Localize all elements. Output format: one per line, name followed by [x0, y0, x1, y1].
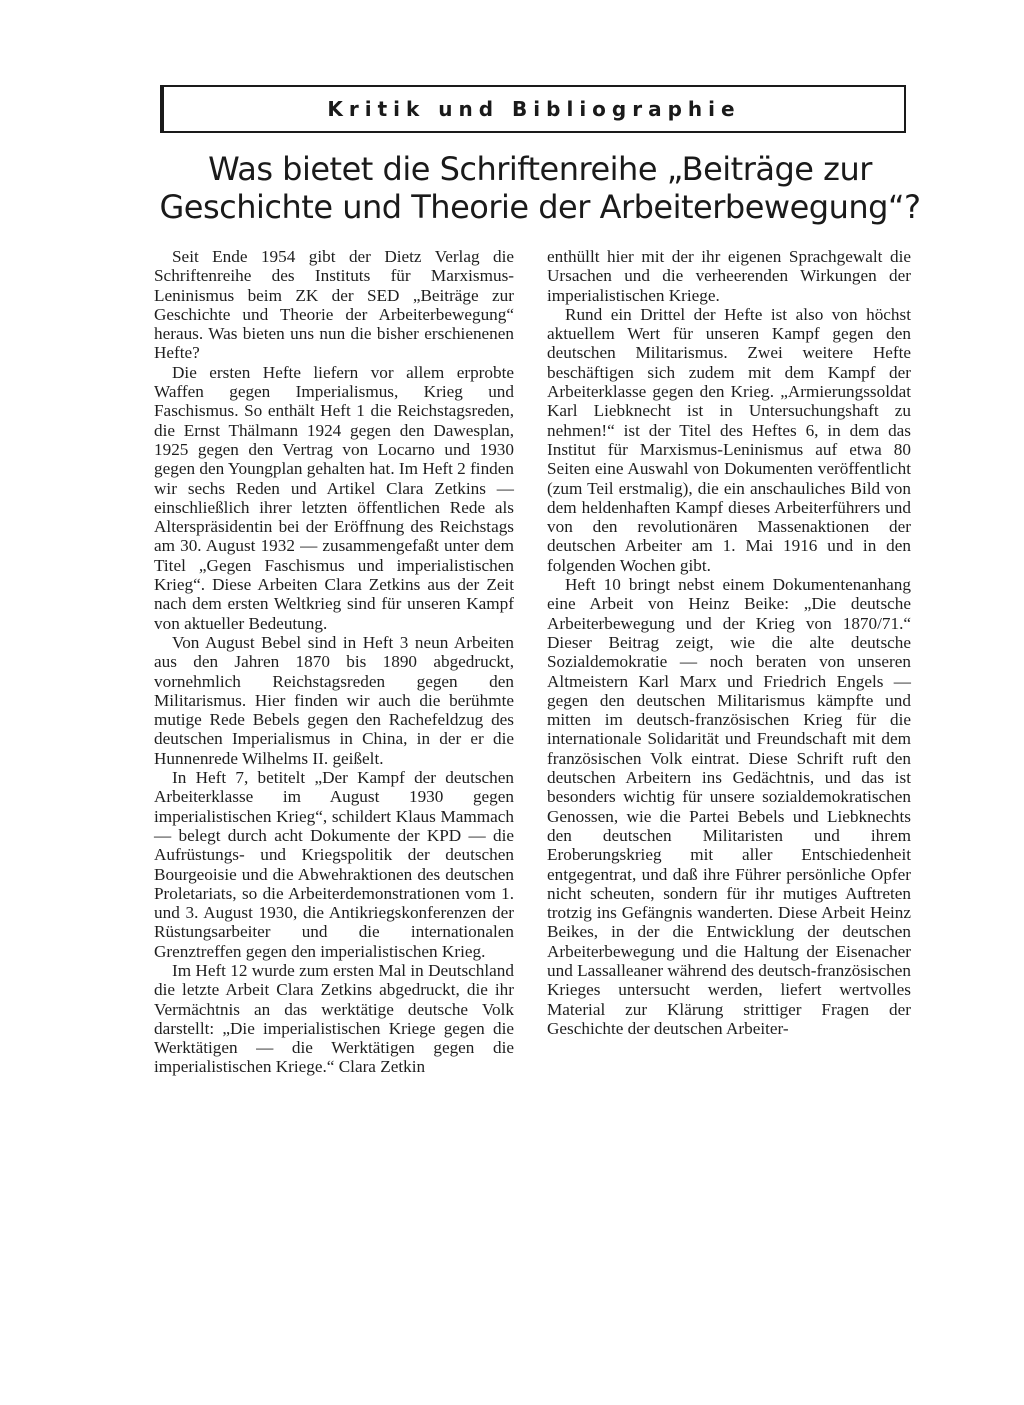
right-column	[547, 247, 911, 1038]
paragraph: Heft 10 bringt nebst einem Dokumentenanhang eine Arbeit von Heinz Beike: „Die deutsche Arbeiterbewegung und der Krieg von 1870/71.“ Dieser Beitrag zeigt, wie die alte deutsche Sozialdemokratie — noch beraten von unseren Altmeistern Karl Marx und Friedrich Engels — gegen den deutschen Militarismus kämpfte und mitten im deutsch-französischen Krieg für die internationale Solidarität und Freundschaft mit dem französischen Volk eintrat. Diese Schrift ruft den deutschen Arbeitern ins Gedächtnis, und das ist besonders wichtig für unsere sozialdemokratischen Genossen, wie die Partei Bebels und Liebknechts den deutschen Militaristen und ihrem Eroberungskrieg mit aller Entschiedenheit entgegentrat, und daß ihre Führer persönliche Opfer nicht scheuten, sondern für ihr mutiges Auftreten trotzig ins Gefängnis wanderten. Diese Arbeit Heinz Beikes, in der die Entwicklung der deutschen Arbeiterbewegung und die Haltung der Eisenacher und Lassalleaner während des deutsch-französischen Krieges untersucht werden, liefert wertvolles Material zur Klärung strittiger Fragen der Geschichte der deutschen Arbeiter-	[547, 575, 911, 1038]
section-header-box	[160, 85, 906, 133]
paragraph: Im Heft 12 wurde zum ersten Mal in Deutschland die letzte Arbeit Clara Zetkins abgedruckt, die ihr Vermächtnis an das werktätige deutsche Volk darstellt: „Die imperialistischen Kriege gegen die Werktätigen — die Werktätigen gegen die imperialistischen Kriege.“ Clara Zetkin	[154, 960, 514, 1077]
paragraph: Seit Ende 1954 gibt der Dietz Verlag die Schriftenreihe des Instituts für Marxismus-Leninismus beim ZK der SED „Beiträge zur Geschichte und Theorie der Arbeiterbewegung“ heraus. Was bieten uns nun die bisher erschienenen Hefte?	[154, 247, 514, 363]
section-header: Kritik und Bibliographie	[327, 97, 741, 121]
paragraph: Von August Bebel sind in Heft 3 neun Arbeiten aus den Jahren 1870 bis 1890 abgedruckt, vornehmlich Reichstagsreden gegen den Militarismus. Hier finden wir auch die berühmte mutige Rede Bebels gegen den Rachefeldzug des deutschen Imperialismus in China, in der er die Hunnenrede Wilhelms II. geißelt.	[154, 632, 514, 768]
left-column	[154, 247, 514, 1077]
paragraph: Rund ein Drittel der Hefte ist also von höchst aktuellem Wert für unseren Kampf gegen den deutschen Militarismus. Zwei weitere Hefte beschäftigen sich zudem mit dem Kampf der Arbeiterklasse gegen den Krieg. „Armierungssoldat Karl Liebknecht ist in Untersuchungshaft zu nehmen!“ ist der Titel des Heftes 6, in dem das Institut für Marxismus-Leninismus auf etwa 80 Seiten eine Auswahl von Dokumenten veröffentlicht (zum Teil erstmalig), die ein anschauliches Bild von dem heldenhaften Kampf dieses Arbeiterführers und von den revolutionären Massenaktionen der deutschen Arbeiter am 1. Mai 1916 und in den folgenden Wochen gibt.	[547, 304, 911, 575]
paragraph-continuation: enthüllt hier mit der ihr eigenen Sprachgewalt die Ursachen und die verheerenden Wirkungen der imperialistischen Kriege.	[547, 247, 911, 305]
article-headline: Was bietet die Schriftenreihe „Beiträge zur Geschichte und Theorie der Arbeiterbewegung“?	[159, 150, 921, 226]
paragraph: Die ersten Hefte liefern vor allem erprobte Waffen gegen Imperialismus, Krieg und Faschismus. So enthält Heft 1 die Reichstagsreden, die Ernst Thälmann 1924 gegen den Dawesplan, 1925 gegen den Vertrag von Locarno und 1930 gegen den Youngplan gehalten hat. Im Heft 2 finden wir sechs Reden und Artikel Clara Zetkins — einschließlich ihrer letzten öffentlichen Rede als Alterspräsidentin bei der Eröffnung des Reichstags am 30. August 1932 — zusammengefaßt unter dem Titel „Gegen Faschismus und imperialistischen Krieg“. Diese Arbeiten Clara Zetkins aus der Zeit nach dem ersten Weltkrieg sind für unseren Kampf von aktueller Bedeutung.	[154, 362, 514, 633]
paragraph: In Heft 7, betitelt „Der Kampf der deutschen Arbeiterklasse im August 1930 gegen imperialistischen Krieg“, schildert Klaus Mammach — belegt durch acht Dokumente der KPD — die Aufrüstungs- und Kriegspolitik der deutschen Bourgeoisie und die Abwehraktionen des deutschen Proletariats, so die Arbeiterdemonstrationen vom 1. und 3. August 1930, die Antikriegskonferenzen der Rüstungsarbeiter und die internationalen Grenztreffen gegen den imperialistischen Krieg.	[154, 768, 514, 961]
